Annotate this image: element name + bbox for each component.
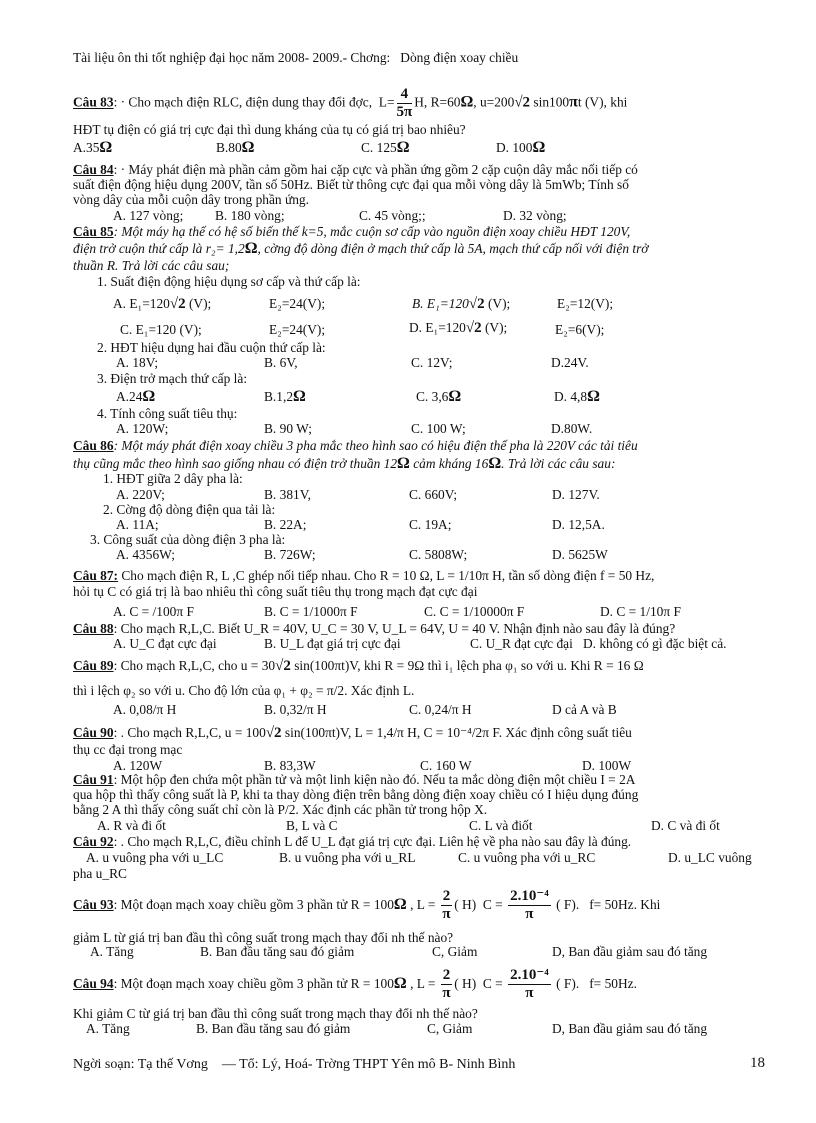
question-label: Câu 83 (73, 94, 114, 110)
answer-c: C. E₁=120 (V); (120, 322, 202, 337)
question-text: giảm L từ giá trị ban đầu thì công suất trong mạch thay đổi nh thế nào? (73, 930, 454, 945)
header-chapter: Dòng điện xoay chiều (400, 50, 519, 65)
question-text: HĐT tụ điện có giá trị cực đại thì dung kháng của tụ có giá trị bao nhiêu? (73, 122, 466, 137)
capacitance-fraction: $\frac{\text{2.10⁻⁴}}{\pi}$ (510, 967, 549, 1002)
answer-d: D. E₁=120√2 (V); (409, 320, 508, 336)
answer-a: A. 120W (113, 758, 163, 773)
answer-d: D. u_LC vuông (668, 850, 752, 865)
answer-a: A. R và đi ốt (97, 818, 166, 833)
answer-c: C. C = 1/10000π F (424, 604, 525, 619)
answer-c: C. 160 W (420, 758, 472, 773)
answer-a: A.35Ω (73, 139, 113, 156)
answer-a: A. 0,08/π H (113, 702, 177, 717)
question-84: Câu 84: · Máy phát điện mà phần cảm gồm hai cặp cực và phần ứng gồm 2 cặp cuộn dây mắc nối tiếp có (73, 162, 638, 177)
question-label: Câu 84 (73, 162, 114, 177)
question-89: Câu 89: Cho mạch R,L,C, cho u = 30√2 sin(100πt)V, khi R = 9Ω thì i₁ lệch pha φ₁ so với u. Khi R = 16 Ω (73, 658, 644, 674)
question-text: thụ cũng mắc theo hình sao giống nhau có điện trở thuần 12Ω cảm kháng 16Ω. Trả lời các câu sau: (73, 455, 616, 472)
answer-c: C. L và điốt (469, 818, 533, 833)
answer-d: D. C = 1/10π F (600, 604, 681, 619)
answer-a: A. 127 vòng; (113, 208, 184, 223)
sqrt-symbol: √2 (514, 94, 531, 111)
question-label: Câu 86 (73, 438, 114, 453)
answer-a: A.24Ω (116, 388, 156, 405)
answer-c: C. 3,6Ω (416, 388, 462, 405)
answer-c: C. 660V; (409, 487, 458, 502)
question-label: Câu 88 (73, 621, 114, 636)
answer-c: C, Giảm (427, 1021, 473, 1036)
answer-a: A. Tăng (86, 1021, 130, 1036)
answer-b: B. 0,32/π H (264, 702, 327, 717)
answer-b: B.80Ω (216, 139, 255, 156)
question-text: thụ cc đại trong mạc (73, 742, 183, 757)
capacitance-fraction: $\frac{\text{2.10⁻⁴}}{\pi}$ (510, 888, 549, 923)
inductance-fraction: $\frac{2}{\pi}$ (442, 888, 451, 923)
answer-c: C, Giảm (432, 944, 478, 959)
answer-b: B. 381V, (264, 487, 312, 502)
answer-d: D. 32 vòng; (503, 208, 567, 223)
answer-d: D. không có gì đặc biệt cả. (583, 636, 727, 651)
subquestion: 2. Cờng độ dòng điện qua tải là: (103, 502, 276, 517)
answer-c: C. 12V; (411, 355, 453, 370)
answer-a: A. 18V; (116, 355, 159, 370)
answer-b: B. 22A; (264, 517, 307, 532)
subquestion: 3. Điện trở mạch thứ cấp là: (97, 371, 248, 386)
answer-b: B. 726W; (264, 547, 316, 562)
question-label: Câu 85 (73, 224, 114, 239)
answer-b: B. U_L đạt giá trị cực đại (264, 636, 401, 651)
question-text: hỏi tụ C có giá trị là bao nhiêu thì công suất tiêu thụ trong mạch đạt cực đại (73, 584, 478, 599)
question-text: vòng dây của mỗi cuộn dây trong phần ứng. (73, 192, 309, 207)
subquestion: 2. HĐT hiệu dụng hai đầu cuộn thứ cấp là: (97, 340, 326, 355)
answer-d: D cả A và B (552, 702, 617, 717)
answer-a: A. E₁=120√2 (V); (113, 296, 212, 312)
answer-a: A. U_C đạt cực đại (113, 636, 217, 651)
answer-d: D. 4,8Ω (554, 388, 600, 405)
answer-d: D. 12,5A. (552, 517, 605, 532)
answer-a: A. u vuông pha với u_LC (86, 850, 224, 865)
question-83: Câu 83: · Cho mạch điện RLC, điện dung thay đổi đợc, L= $\frac{4}{5\pi}$ H, R=60Ω, u=200√2 sin100πt (V), khi (73, 86, 628, 120)
answer-d: D.24V. (551, 355, 589, 370)
question-86: Câu 86: Một máy phát điện xoay chiều 3 pha mắc theo hình sao có hiệu điện thế pha là 220V các tải tiêu (73, 438, 638, 453)
page-footer (73, 1057, 515, 1072)
question-label: Câu 89 (73, 658, 114, 673)
page-header (73, 50, 518, 65)
answer-c: C. 125Ω (361, 139, 410, 156)
question-91: Câu 91: Một hộp đen chứa một phần tử và một linh kiện nào đó. Nếu ta mắc dòng điện một chiều I = 2A (73, 772, 636, 787)
question-label: Câu 93 (73, 897, 114, 912)
header-text: Tài liệu ôn thi tốt nghiệp đại học năm 2008- 2009.- Chơng: (73, 50, 391, 65)
answer-d: D. 100W (582, 758, 632, 773)
answer-c: C. 5808W; (409, 547, 468, 562)
question-92: Câu 92: . Cho mạch R,L,C, điều chỉnh L để U_L đạt giá trị cực đại. Liên hệ về pha nào sau đây là đúng. (73, 834, 632, 849)
page-number: 18 (750, 1055, 765, 1071)
question-88: Câu 88: Cho mạch R,L,C. Biết U_R = 40V, U_C = 30 V, U_L = 64V, U = 40 V. Nhận định nào sau đây là đúng? (73, 621, 676, 636)
answer-d-continued: pha u_RC (73, 866, 127, 881)
answer-c: C. 100 W; (411, 421, 466, 436)
question-93: Câu 93: Một đoạn mạch xoay chiều gồm 3 phần tử R = 100Ω , L = $\frac{2}{\pi}$ ( H) C = $\frac{\text{2.10⁻⁴}}{\pi}$ ( F). f= 50Hz. Khi (73, 888, 661, 923)
answer-d: D, Ban đầu giảm sau đó tăng (552, 1021, 708, 1036)
question-text: điện trở cuộn thứ cấp là r₂= 1,2Ω, cờng độ dòng điện ở mạch thứ cấp là 5A, mạch thứ cấp nối với điện trở (73, 240, 649, 257)
omega-symbol: Ω (460, 93, 474, 111)
answer-c: C. U_R đạt cực đại (470, 636, 573, 651)
subquestion: 1. HĐT giữa 2 dây pha là: (103, 471, 243, 486)
question-label: Câu 90 (73, 725, 114, 740)
question-90: Câu 90: . Cho mạch R,L,C, u = 100√2 sin(100πt)V, L = 1,4/π H, C = 10⁻⁴/2π F. Xác định công suất tiêu (73, 725, 632, 741)
answer-d: D. 100Ω (496, 139, 546, 156)
answer-a: A. C = /100π F (113, 604, 194, 619)
answer-d: D. 5625W (552, 547, 608, 562)
answer-b: B. 83,3W (264, 758, 316, 773)
answer-b: B. 180 vòng; (215, 208, 285, 223)
answer-b: B.1,2Ω (264, 388, 306, 405)
question-text: Khi giảm C từ giá trị ban đầu thì công suất trong mạch thay đổi nh thế nào? (73, 1006, 478, 1021)
answer-c: C. 0,24/π H (409, 702, 472, 717)
question-label: Câu 91 (73, 772, 114, 787)
document-page: Tài liệu ôn thi tốt nghiệp đại học năm 2008- 2009.- Chơng: Dòng điện xoay chiều Câu 83: · Cho mạch điện RLC, điện dung thay đổi đợc, L= $\frac{4}{5\pi}$ H, R=60Ω, u=200√2 sin100πt (V), khi HĐT tụ điện có giá trị cực đại thì dung kháng của tụ có giá trị bao nhiêu? A.35Ω B.80Ω C. 125Ω D. 100Ω Câu 84: · Máy phát điện mà phần cảm gồm hai cặp cực và phần ứng gồm 2 cặp cuộn dây mắc nối tiếp có suất điện động hiệu dụng 200V, tần số 50Hz. Biết từ thông cực đại qua mỗi vòng dây là 5mWb; Tính số vòng dây của mỗi cuộn dây trong phần ứng. A. 127 vòng; B. 180 vòng; C. 45 vòng;; D. 32 vòng; Câu 85: Một máy hạ thế có hệ số biến thế k=5, mắc cuộn sơ cấp vào nguồn điện xoay chiều HĐT 120V, điện trở cuộn thứ cấp là r₂= 1,2Ω, cờng độ dòng điện ở mạch thứ cấp là 5A, mạch thứ cấp nối với điện trở thuần R. Trả lời các câu sau; 1. Suất điện động hiệu dụng sơ cấp và thứ cấp là: A. E₁=120√2 (V); E₂=24(V); B. E₁=120√2 (V); E₂=12(V); C. E₁=120 (V); E₂=24(V); D. E₁=120√2 (V); E₂=6(V); 2. HĐT hiệu dụng hai đầu cuộn thứ cấp là: A. 18V; B. 6V, C. 12V; D.24V. 3. Điện trở mạch thứ cấp là: A.24Ω B.1,2Ω C. 3,6Ω D. 4,8Ω 4. Tính công suất tiêu thụ: A. 120W; B. 90 W; C. 100 W; D.80W. Câu 86: Một máy phát điện xoay chiều 3 pha mắc theo hình sao có hiệu điện thế pha là 220V các tải tiêu thụ cũng mắc theo hình sao giống nhau có điện trở thuần 12Ω cảm kháng 16Ω. Trả lời các câu sau: 1. HĐT giữa 2 dây pha là: A. 220V; B. 381V, C. 660V; D. 127V. 2. Cờng độ dòng điện qua tải là: A. 11A; B. 22A; C. 19A; D. 12,5A. 3. Công suất của dòng điện 3 pha là: A. 4356W; B. 726W; C. 5808W; D. 5625W Câu 87: Cho mạch điện R, L ,C ghép nối tiếp nhau. Cho R = 10 Ω, L = 1/10π H, tần số dòng điện f = 50 Hz, hỏi tụ C có giá trị là bao nhiêu thì công suất tiêu thụ trong mạch đạt cực đại A. C = /100π F B. C = 1/1000π F C. C = 1/10000π F D. C = 1/10π F Câu 88: Cho mạch R,L,C. Biết U_R = 40V, U_C = 30 V, U_L = 64V, U = 40 V. Nhận định nào sau đây là đúng? A. U_C đạt cực đại B. U_L đạt giá trị cực đại C. U_R đạt cực đại D. không có gì đặc biệt cả. Câu 89: Cho mạch R,L,C, cho u = 30√2 sin(100πt)V, khi R = 9Ω thì i₁ lệch pha φ₁ so với u. Khi R = 16 Ω thì i lệch φ₂ so với u. Cho độ lớn của φ₁ + φ₂ = π/2. Xác định L. A. 0,08/π H B. 0,32/π H C. 0,24/π H D cả A và B Câu 90: . Cho mạch R,L,C, u = 100√2 sin(100πt)V, L = 1,4/π H, C = 10⁻⁴/2π F. Xác định công suất tiêu thụ cc đại trong mạc A. 120W B. 83,3W C. 160 W D. 100W Câu 91: Một hộp đen chứa một phần tử và một linh kiện nào đó. Nếu ta mắc dòng điện một chiều I = 2A qua hộp thì thấy công suất là P, khi ta thay dòng điện trên bằng dòng điện xoay chiều có I hiệu dụng đúng bằng 2 A thì thấy công suất chỉ còn là P/2. Xác định các phần tử trong hộp X. A. R và đi ốt B, L và C C. L và điốt D. C và đi ốt Câu 92: . Cho mạch R,L,C, điều chỉnh L để U_L đạt giá trị cực đại. Liên hệ về pha nào sau đây là đúng. A. u vuông pha với u_LC B. u vuông pha với u_RL C. u vuông pha với u_RC D. u_LC vuông pha u_RC Câu 93: Một đoạn mạch xoay chiều gồm 3 phần tử R = 100Ω , L = $\frac{2}{\pi}$ ( H) C = $\frac{\text{2.10⁻⁴}}{\pi}$ ( F). f= 50Hz. Khi giảm L từ giá trị ban đầu thì công suất trong mạch thay đổi nh thế nào? A. Tăng B. Ban đầu tăng sau đó giảm C, Giảm D, Ban đầu giảm sau đó tăng Câu 94: Một đoạn mạch xoay chiều gồm 3 phần tử R = 100Ω , L = $\frac{2}{\pi}$ ( H) C = $\frac{\text{2.10⁻⁴}}{\pi}$ ( F). f= 50Hz. Khi giảm C từ giá trị ban đầu thì công suất trong mạch thay đổi nh thế nào? A. Tăng B. Ban đầu tăng sau đó giảm C, Giảm D, Ban đầu giảm sau đó tăng Ngời soạn: Tạ thế Vơng — Tổ: Lý, Hoá- Trờng THPT Yên mô B- Ninh Bình 18 (73, 50, 765, 1072)
answer-c: C. 45 vòng;; (359, 208, 426, 223)
inductance-fraction: $\frac{4}{5\pi}$ (396, 86, 413, 120)
answer-d: D. 127V. (552, 487, 600, 502)
question-text: bằng 2 A thì thấy công suất chỉ còn là P/2. Xác định các phần tử trong hộp X. (73, 802, 488, 817)
question-label: Câu 94 (73, 976, 114, 991)
question-label: Câu 92 (73, 834, 114, 849)
answer-b: B. 6V, (264, 355, 298, 370)
answer-b: B. 90 W; (264, 421, 312, 436)
question-87: Câu 87: Cho mạch điện R, L ,C ghép nối tiếp nhau. Cho R = 10 Ω, L = 1/10π H, tần số dòng điện f = 50 Hz, (73, 568, 655, 583)
question-text: thì i lệch φ₂ so với u. Cho độ lớn của φ₁ + φ₂ = π/2. Xác định L. (73, 683, 415, 698)
inductance-fraction: $\frac{2}{\pi}$ (442, 967, 451, 1002)
question-label: Câu 87: (73, 568, 119, 583)
answer-d: D, Ban đầu giảm sau đó tăng (552, 944, 708, 959)
answer-c: C. u vuông pha với u_RC (458, 850, 596, 865)
footer-author: Ngời soạn: Tạ thế Vơng (73, 1057, 208, 1072)
answer-a: A. 120W; (116, 421, 169, 436)
answer-b: B. Ban đầu tăng sau đó giảm (196, 1021, 351, 1036)
answer-b: B. E₁=120√2 (V); (412, 296, 511, 312)
question-94: Câu 94: Một đoạn mạch xoay chiều gồm 3 phần tử R = 100Ω , L = $\frac{2}{\pi}$ ( H) C = $\frac{\text{2.10⁻⁴}}{\pi}$ ( F). f= 50Hz. (73, 967, 637, 1002)
answer-d: D. C và đi ốt (651, 818, 720, 833)
question-85: Câu 85: Một máy hạ thế có hệ số biến thế k=5, mắc cuộn sơ cấp vào nguồn điện xoay chiều HĐT 120V, (73, 224, 631, 239)
subquestion: 1. Suất điện động hiệu dụng sơ cấp và thứ cấp là: (97, 274, 361, 289)
answer-a: A. 4356W; (116, 547, 176, 562)
answer-b: B. Ban đầu tăng sau đó giảm (200, 944, 355, 959)
answer-b: B. u vuông pha với u_RL (279, 850, 416, 865)
subquestion: 3. Công suất của dòng điện 3 pha là: (90, 532, 286, 547)
question-text: thuần R. Trả lời các câu sau; (73, 258, 230, 273)
answer-b: B. C = 1/1000π F (264, 604, 358, 619)
answer-d: D.80W. (551, 421, 593, 436)
answer-a: A. 220V; (116, 487, 165, 502)
answer-b: B, L và C (286, 818, 338, 833)
subquestion: 4. Tính công suất tiêu thụ: (97, 406, 238, 421)
question-text: qua hộp thì thấy công suất là P, khi ta thay dòng điện trên bằng dòng điện xoay chiều có I hiệu dụng đúng (73, 787, 639, 802)
answer-a: A. 11A; (116, 517, 159, 532)
answer-a: A. Tăng (90, 944, 134, 959)
answer-c: C. 19A; (409, 517, 452, 532)
footer-org: — Tổ: Lý, Hoá- Trờng THPT Yên mô B- Ninh Bình (221, 1057, 516, 1072)
question-text: suất điện động hiệu dụng 200V, tần số 50Hz. Biết từ thông cực đại qua mỗi vòng dây là 5mWb; Tính số (73, 177, 629, 192)
